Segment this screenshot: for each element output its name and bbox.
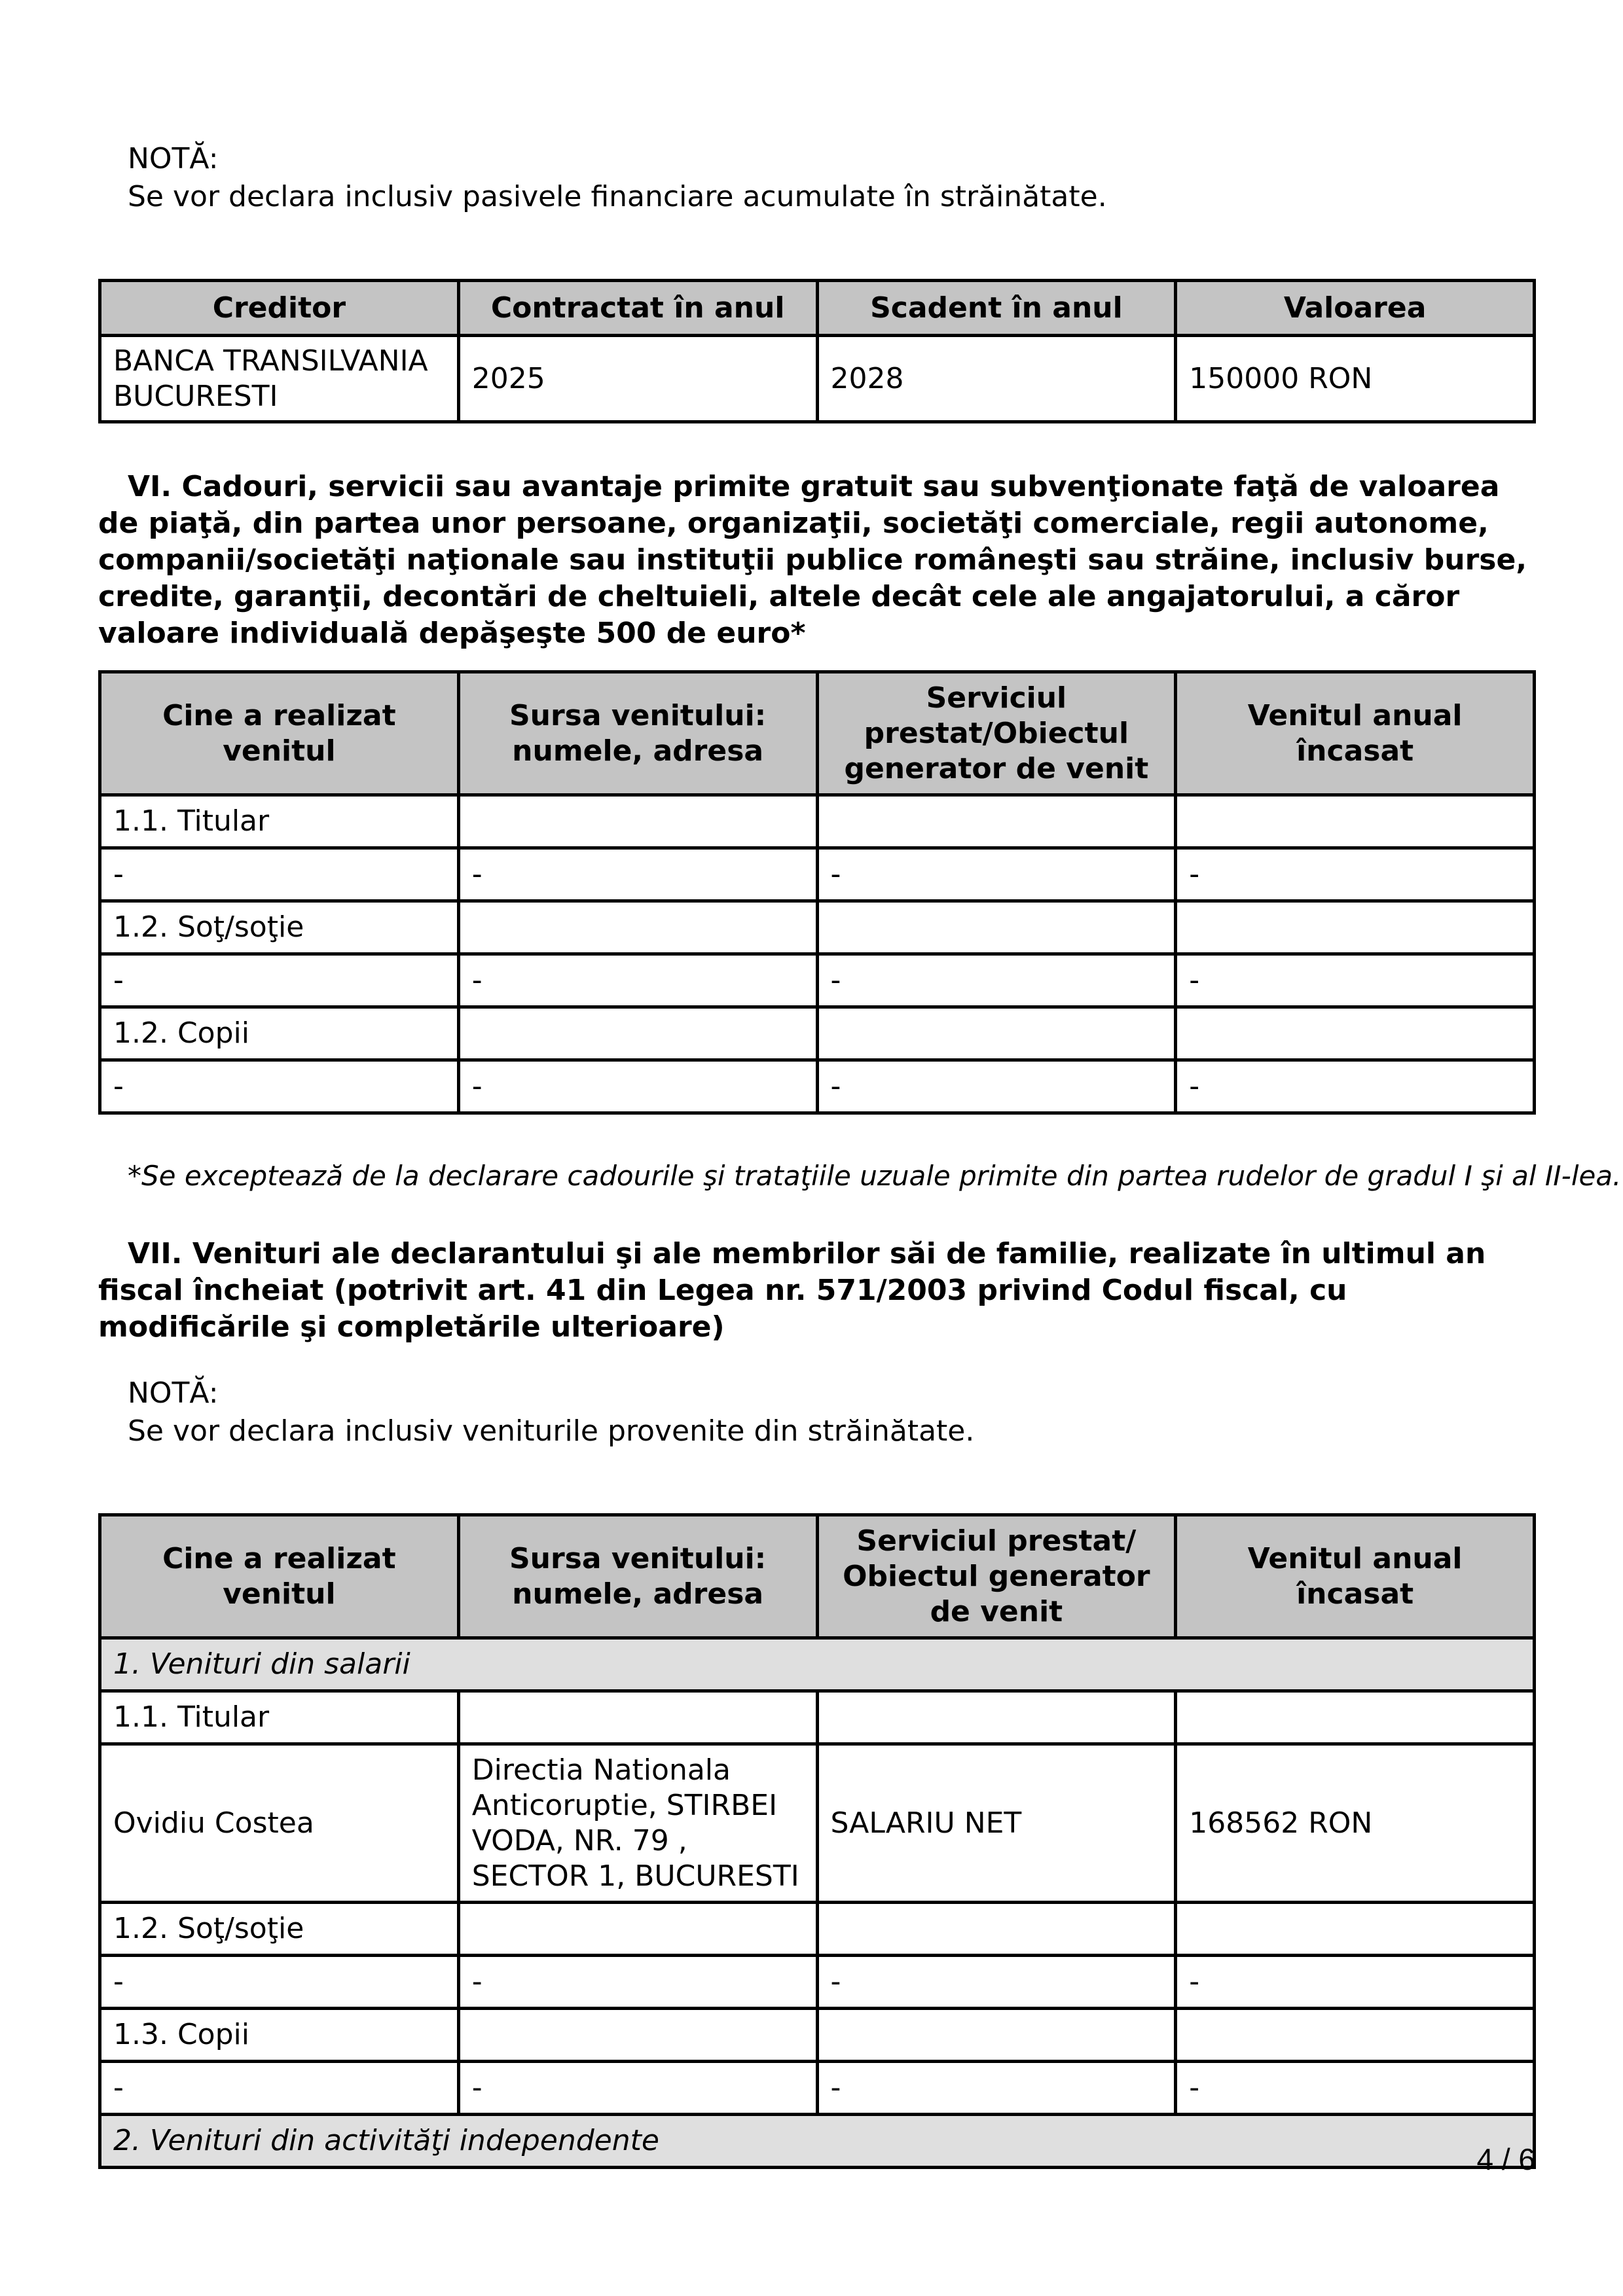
- table-cell: -: [458, 954, 817, 1007]
- column-header: Cine a realizat venitul: [100, 1515, 459, 1638]
- table-row: [100, 1691, 1535, 1744]
- column-header: Contractat în anul: [458, 281, 817, 336]
- table-cell: -: [458, 848, 817, 901]
- table-row: [100, 848, 1535, 901]
- section-6-heading: [98, 469, 1536, 652]
- table-cell: -: [100, 1956, 459, 2009]
- table-cell: [1176, 795, 1535, 848]
- table-cell: [817, 1691, 1176, 1744]
- column-header: Venitul anual încasat: [1176, 1515, 1535, 1638]
- column-header: Valoarea: [1176, 281, 1535, 336]
- table-row: [100, 1007, 1535, 1060]
- table-cell: [817, 2009, 1176, 2062]
- column-header: Venitul anual încasat: [1176, 672, 1535, 795]
- section-7-title: VII. Venituri ale declarantului şi ale membrilor săi de familie, realizate în ultimul an fiscal încheiat (potrivit art. 41 din Legea nr. 571/2003 privind Codul fiscal, cu modificările şi completările ulterioare): [98, 1237, 1486, 1344]
- table-header-row: [100, 1515, 1535, 1638]
- table-section-row: [100, 2115, 1535, 2168]
- income-table-wrap: [98, 1513, 1536, 2169]
- column-header: Scadent în anul: [817, 281, 1176, 336]
- table-cell: 1.3. Copii: [100, 2009, 459, 2062]
- section-label: 1. Venituri din salarii: [100, 1638, 1535, 1691]
- table-row: [100, 795, 1535, 848]
- table-header-row: [100, 672, 1535, 795]
- note-text: Se vor declara inclusiv pasivele financiare acumulate în străinătate.: [128, 180, 1107, 213]
- debts-table: [98, 279, 1536, 423]
- column-header: Sursa venitului: numele, adresa: [458, 672, 817, 795]
- table-cell: -: [1176, 1060, 1535, 1113]
- table-cell: 1.1. Titular: [100, 1691, 459, 1744]
- section-7-heading: [98, 1236, 1536, 1346]
- table-cell: 1.1. Titular: [100, 795, 459, 848]
- income-table: [98, 1513, 1536, 2169]
- table-cell: -: [817, 2062, 1176, 2115]
- column-header: Creditor: [100, 281, 459, 336]
- table-row: [100, 1956, 1535, 2009]
- table-cell: [1176, 1903, 1535, 1956]
- table-cell: -: [1176, 2062, 1535, 2115]
- table-cell: -: [817, 848, 1176, 901]
- table-cell: [458, 1903, 817, 1956]
- table-cell: Ovidiu Costea: [100, 1744, 459, 1903]
- table-cell: Directia Nationala Anticoruptie, STIRBEI VODA, NR. 79 , SECTOR 1, BUCURESTI: [458, 1744, 817, 1903]
- table-header-row: [100, 281, 1535, 336]
- table-cell: [817, 1007, 1176, 1060]
- note-block: [128, 1374, 974, 1450]
- table-section-row: [100, 1638, 1535, 1691]
- table-cell: [817, 795, 1176, 848]
- table-cell: -: [817, 954, 1176, 1007]
- column-header: Sursa venitului: numele, adresa: [458, 1515, 817, 1638]
- note-text: Se vor declara inclusiv veniturile provenite din străinătate.: [128, 1414, 975, 1448]
- table-cell: [1176, 1691, 1535, 1744]
- table-row: [100, 1744, 1535, 1903]
- table-cell: [817, 901, 1176, 954]
- table-cell: 1.2. Copii: [100, 1007, 459, 1060]
- table-cell: [458, 2009, 817, 2062]
- gifts-table: [98, 670, 1536, 1115]
- table-cell: 1.2. Soţ/soţie: [100, 1903, 459, 1956]
- table-cell: -: [817, 1060, 1176, 1113]
- table-cell: [458, 1007, 817, 1060]
- table-row: [100, 954, 1535, 1007]
- gifts-footnote: *Se exceptează de la declarare cadourile şi trataţiile uzuale primite din partea rudelor de gradul I şi al II-lea.: [128, 1160, 1622, 1192]
- table-cell: BANCA TRANSILVANIA BUCURESTI: [100, 336, 459, 422]
- table-cell: SALARIU NET: [817, 1744, 1176, 1903]
- table-cell: -: [1176, 848, 1535, 901]
- section-6-title: VI. Cadouri, servicii sau avantaje primite gratuit sau subvenţionate faţă de valoarea de piaţă, din partea unor persoane, organizaţii, societăţi comerciale, regii autonome, companii/societăţi naţionale sau instituţii publice româneşti sau străine, inclusiv burse, credite, garanţii, decontări de cheltuieli, altele decât cele ale angajatorului, a căror valoare individuală depăşeşte 500 de euro*: [98, 470, 1527, 650]
- section-label: 2. Venituri din activităţi independente: [100, 2115, 1535, 2168]
- table-cell: 168562 RON: [1176, 1744, 1535, 1903]
- page-number: 4 / 6: [1476, 2142, 1535, 2176]
- table-row: [100, 901, 1535, 954]
- table-cell: [1176, 2009, 1535, 2062]
- column-header: Serviciul prestat/ Obiectul generator de venit: [817, 1515, 1176, 1638]
- table-cell: -: [458, 1060, 817, 1113]
- table-cell: 150000 RON: [1176, 336, 1535, 422]
- table-row: [100, 336, 1535, 422]
- table-cell: -: [100, 1060, 459, 1113]
- table-row: [100, 1903, 1535, 1956]
- table-cell: [458, 1691, 817, 1744]
- table-cell: -: [817, 1956, 1176, 2009]
- column-header: Cine a realizat venitul: [100, 672, 459, 795]
- table-cell: -: [458, 1956, 817, 2009]
- note-block: [128, 140, 1107, 216]
- table-cell: 2025: [458, 336, 817, 422]
- debts-table-wrap: [98, 279, 1536, 423]
- table-cell: -: [100, 2062, 459, 2115]
- table-row: [100, 1060, 1535, 1113]
- note-label: NOTĂ:: [128, 142, 219, 175]
- column-header: Serviciul prestat/Obiectul generator de venit: [817, 672, 1176, 795]
- table-cell: [1176, 901, 1535, 954]
- table-cell: -: [1176, 1956, 1535, 2009]
- table-cell: [817, 1903, 1176, 1956]
- table-row: [100, 2062, 1535, 2115]
- gifts-table-wrap: [98, 670, 1536, 1115]
- table-cell: [458, 901, 817, 954]
- table-cell: 1.2. Soţ/soţie: [100, 901, 459, 954]
- table-cell: -: [100, 848, 459, 901]
- table-row: [100, 2009, 1535, 2062]
- note-label: NOTĂ:: [128, 1376, 219, 1410]
- table-cell: [1176, 1007, 1535, 1060]
- table-cell: -: [100, 954, 459, 1007]
- table-cell: 2028: [817, 336, 1176, 422]
- table-cell: -: [1176, 954, 1535, 1007]
- table-cell: -: [458, 2062, 817, 2115]
- table-cell: [458, 795, 817, 848]
